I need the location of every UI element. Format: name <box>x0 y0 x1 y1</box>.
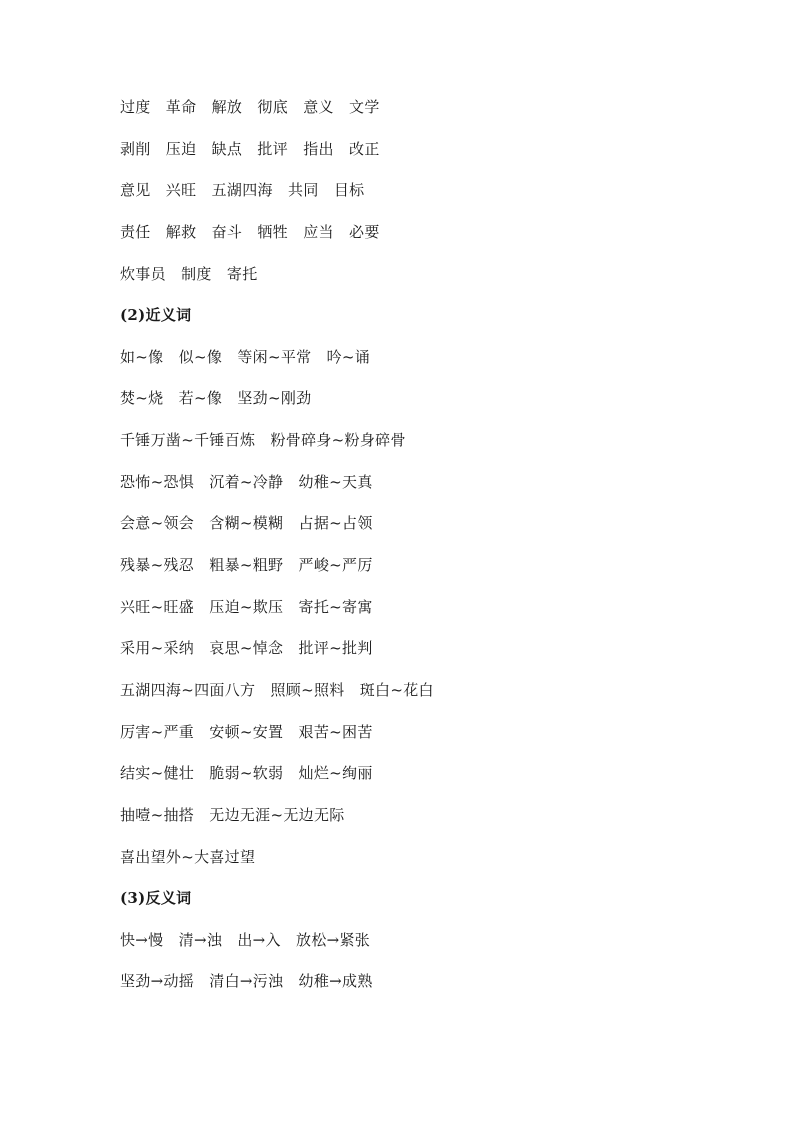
word-line: 炊事员 制度 寄托 <box>120 264 258 283</box>
synonym-line: 五湖四海~四面八方 照顾~照料 斑白~花白 <box>120 680 434 699</box>
synonym-line: 厉害~严重 安顿~安置 艰苦~困苦 <box>120 722 373 741</box>
antonym-line: 坚劲→动摇 清白→污浊 幼稚→成熟 <box>120 972 373 991</box>
section-heading-antonyms: (3)反义词 <box>120 889 192 908</box>
word-line: 责任 解救 奋斗 牺牲 应当 必要 <box>120 222 380 241</box>
synonym-line: 如~像 似~像 等闲~平常 吟~诵 <box>120 347 371 366</box>
synonym-line: 千锤万凿~千锤百炼 粉骨碎身~粉身碎骨 <box>120 431 406 450</box>
vocabulary-list <box>120 87 753 1003</box>
synonym-line: 喜出望外~大喜过望 <box>120 847 256 866</box>
word-line: 意见 兴旺 五湖四海 共同 目标 <box>120 181 365 200</box>
synonym-line: 采用~采纳 哀思~悼念 批评~批判 <box>120 639 373 658</box>
synonym-line: 抽噎~抽搭 无边无涯~无边无际 <box>120 805 345 824</box>
synonym-line: 残暴~残忍 粗暴~粗野 严峻~严厉 <box>120 556 373 575</box>
synonym-line: 结实~健壮 脆弱~软弱 灿烂~绚丽 <box>120 764 373 783</box>
synonym-line: 会意~领会 含糊~模糊 占据~占领 <box>120 514 373 533</box>
synonym-line: 恐怖~恐惧 沉着~冷静 幼稚~天真 <box>120 472 373 491</box>
synonym-line: 焚~烧 若~像 坚劲~刚劲 <box>120 389 312 408</box>
section-heading-synonyms: (2)近义词 <box>120 306 192 325</box>
antonym-line: 快→慢 清→浊 出→入 放松→紧张 <box>120 930 371 949</box>
word-line: 剥削 压迫 缺点 批评 指出 改正 <box>120 139 380 158</box>
word-line: 过度 革命 解放 彻底 意义 文学 <box>120 98 380 116</box>
synonym-line: 兴旺~旺盛 压迫~欺压 寄托~寄寓 <box>120 597 373 616</box>
